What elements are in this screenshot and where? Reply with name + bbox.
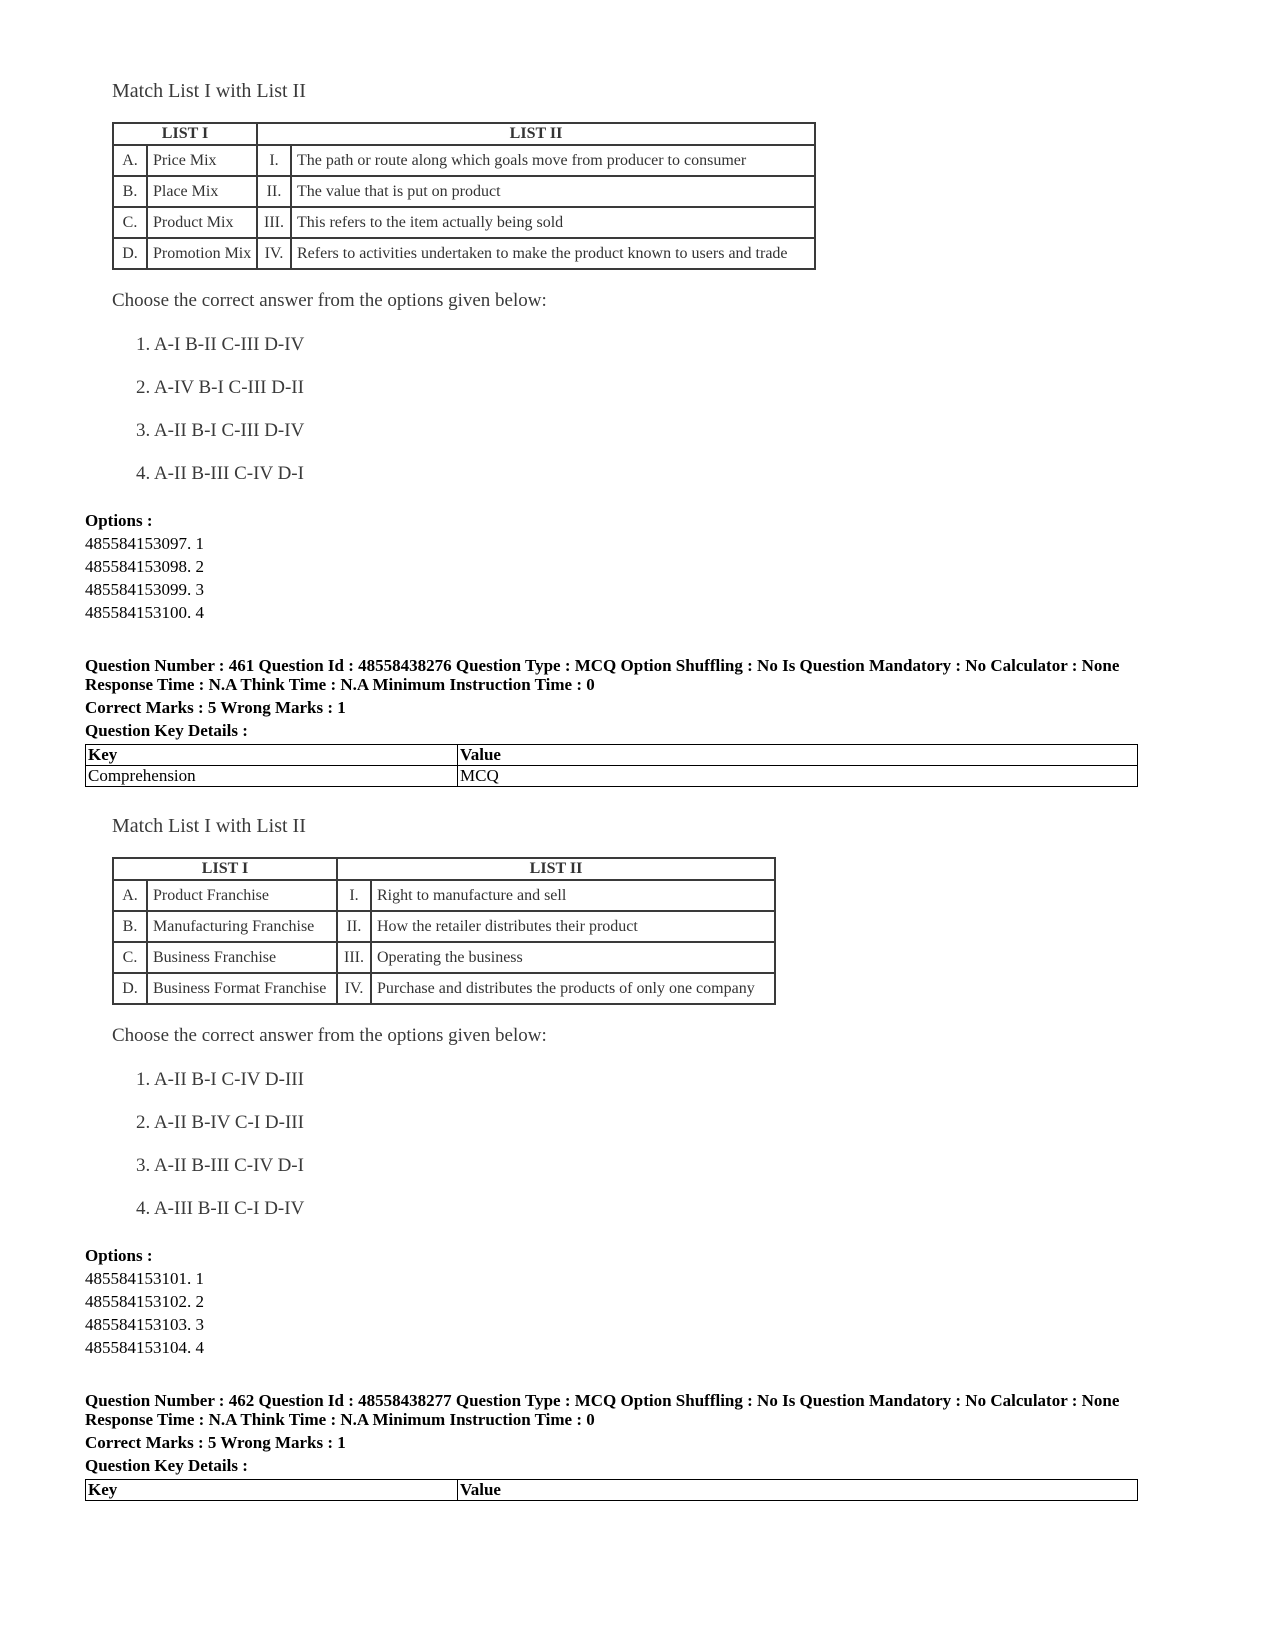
row-roman: III. <box>337 942 371 973</box>
row-desc: The path or route along which goals move from producer to consumer <box>291 145 815 176</box>
row-desc: This refers to the item actually being sold <box>291 207 815 238</box>
list2-header: LIST II <box>257 123 815 145</box>
row-desc: How the retailer distributes their product <box>371 911 775 942</box>
option-item: 485584153098. 2 <box>85 557 204 576</box>
choose-instruction: Choose the correct answer from the options given below: <box>112 1025 547 1046</box>
kv-value: MCQ <box>458 766 1138 787</box>
table-row <box>113 942 775 973</box>
row-roman: IV. <box>337 973 371 1004</box>
kv-key-header: Key <box>86 1480 458 1501</box>
option-item: 485584153097. 1 <box>85 534 204 553</box>
list1-header: LIST I <box>113 123 257 145</box>
row-desc: Purchase and distributes the products of only one company <box>371 973 775 1004</box>
key-value-table <box>85 1479 1138 1501</box>
list1-header: LIST I <box>113 858 337 880</box>
question-marks: Correct Marks : 5 Wrong Marks : 1 <box>85 698 346 717</box>
option-item: 485584153103. 3 <box>85 1315 204 1334</box>
row-item: Place Mix <box>147 176 257 207</box>
kv-value-header: Value <box>458 745 1138 766</box>
table-row <box>86 745 1138 766</box>
row-letter: C. <box>113 942 147 973</box>
row-letter: D. <box>113 973 147 1004</box>
match-table <box>112 857 776 1005</box>
table-row <box>86 1480 1138 1501</box>
option-item: 485584153100. 4 <box>85 603 204 622</box>
row-letter: B. <box>113 176 147 207</box>
kv-value-header: Value <box>458 1480 1138 1501</box>
table-row <box>113 911 775 942</box>
row-roman: I. <box>337 880 371 911</box>
kv-key: Comprehension <box>86 766 458 787</box>
match-title: Match List I with List II <box>112 80 306 102</box>
answer-choice: 3. A-II B-I C-III D-IV <box>136 420 305 441</box>
question-meta-line2: Response Time : N.A Think Time : N.A Minimum Instruction Time : 0 <box>85 1410 595 1429</box>
table-row <box>113 176 815 207</box>
row-desc: The value that is put on product <box>291 176 815 207</box>
option-item: 485584153104. 4 <box>85 1338 204 1357</box>
choose-instruction: Choose the correct answer from the options given below: <box>112 290 547 311</box>
row-item: Manufacturing Franchise <box>147 911 337 942</box>
row-letter: B. <box>113 911 147 942</box>
row-item: Product Mix <box>147 207 257 238</box>
table-row <box>86 766 1138 787</box>
kv-key-header: Key <box>86 745 458 766</box>
row-roman: I. <box>257 145 291 176</box>
answer-choice: 4. A-III B-II C-I D-IV <box>136 1198 305 1219</box>
question-meta-line1: Question Number : 462 Question Id : 48558438277 Question Type : MCQ Option Shuffling : No Is Question Mandatory : No Calculator : None <box>85 1391 1120 1410</box>
options-label: Options : <box>85 511 153 530</box>
row-roman: IV. <box>257 238 291 269</box>
row-letter: A. <box>113 145 147 176</box>
question-marks: Correct Marks : 5 Wrong Marks : 1 <box>85 1433 346 1452</box>
question-meta-line2: Response Time : N.A Think Time : N.A Minimum Instruction Time : 0 <box>85 675 595 694</box>
table-row <box>113 880 775 911</box>
option-item: 485584153101. 1 <box>85 1269 204 1288</box>
row-roman: II. <box>257 176 291 207</box>
row-letter: A. <box>113 880 147 911</box>
row-roman: II. <box>337 911 371 942</box>
match-title: Match List I with List II <box>112 815 306 837</box>
row-desc: Refers to activities undertaken to make the product known to users and trade <box>291 238 815 269</box>
question-meta-line1: Question Number : 461 Question Id : 48558438276 Question Type : MCQ Option Shuffling : No Is Question Mandatory : No Calculator : None <box>85 656 1120 675</box>
row-letter: C. <box>113 207 147 238</box>
match-table <box>112 122 816 270</box>
table-row <box>113 973 775 1004</box>
row-item: Promotion Mix <box>147 238 257 269</box>
row-item: Business Format Franchise <box>147 973 337 1004</box>
answer-choice: 2. A-II B-IV C-I D-III <box>136 1112 304 1133</box>
question-key-details: Question Key Details : <box>85 1456 248 1475</box>
row-item: Business Franchise <box>147 942 337 973</box>
row-desc: Right to manufacture and sell <box>371 880 775 911</box>
row-item: Product Franchise <box>147 880 337 911</box>
question-key-details: Question Key Details : <box>85 721 248 740</box>
answer-choice: 4. A-II B-III C-IV D-I <box>136 463 304 484</box>
row-item: Price Mix <box>147 145 257 176</box>
list2-header: LIST II <box>337 858 775 880</box>
option-item: 485584153102. 2 <box>85 1292 204 1311</box>
answer-choice: 2. A-IV B-I C-III D-II <box>136 377 304 398</box>
table-row <box>113 207 815 238</box>
row-letter: D. <box>113 238 147 269</box>
table-row <box>113 238 815 269</box>
row-roman: III. <box>257 207 291 238</box>
key-value-table <box>85 744 1138 787</box>
answer-choice: 3. A-II B-III C-IV D-I <box>136 1155 304 1176</box>
option-item: 485584153099. 3 <box>85 580 204 599</box>
row-desc: Operating the business <box>371 942 775 973</box>
answer-choice: 1. A-I B-II C-III D-IV <box>136 334 305 355</box>
table-row <box>113 145 815 176</box>
options-label: Options : <box>85 1246 153 1265</box>
answer-choice: 1. A-II B-I C-IV D-III <box>136 1069 304 1090</box>
